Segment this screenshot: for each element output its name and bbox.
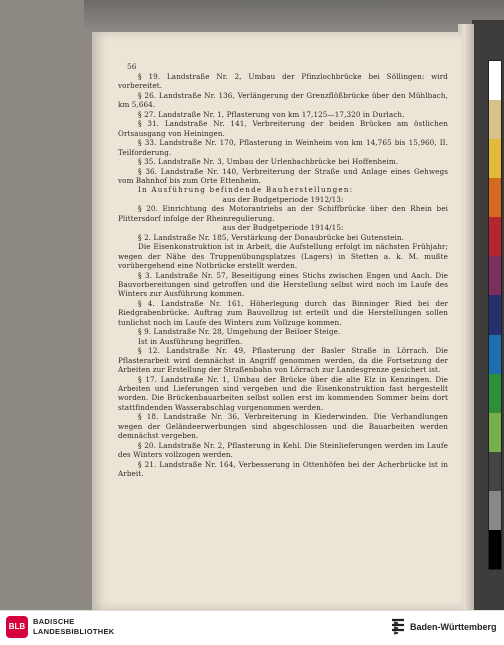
paragraph: § 4. Landstraße Nr. 161, Höherlegung durch das Binninger Ried bei der Riedgrabenbrücke. Auftrag zum Bauvollzug ist erteilt und die Herstellungen sollen tunlichst noch im Laufe des Winters zum Vollzuge kommen. [118, 298, 448, 327]
color-swatch [489, 452, 501, 491]
paragraph: § 19. Landstraße Nr. 2, Umbau der Pfinzlochbrücke bei Söllingen: wird vorbereitet. [118, 72, 448, 91]
state-crest-icon [390, 617, 406, 637]
library-name-line1: BADISCHE [33, 617, 75, 626]
color-swatch [489, 256, 501, 295]
color-swatch [489, 335, 501, 374]
state-name[interactable]: Baden-Württemberg [410, 622, 497, 632]
paragraph: aus der Budgetperiode 1914/15: [222, 223, 344, 233]
color-swatch [489, 530, 501, 569]
paragraph: § 27. Landstraße Nr. 1, Pflasterung von km 17,125—17,320 in Durlach. [138, 109, 405, 119]
color-swatch [489, 61, 501, 100]
color-swatch [489, 217, 501, 256]
paragraph: § 17. Landstraße Nr. 1, Umbau der Brücke über die alte Elz in Kenzingen. Die Arbeiten und Lieferungen sind vergeben und die Eisenkonstruktion fast hergestellt worden. Die Brückenbauarbeiten selbst sollen erst im kommenden Sommer beim dort stattfindenden Wasserabschlag vorgenommen werden. [118, 374, 448, 412]
page-text [118, 72, 448, 478]
paragraph: In Ausführung befindende Bauherstellungen: [138, 185, 354, 195]
color-swatch [489, 178, 501, 217]
paragraph: § 26. Landstraße Nr. 136, Verlängerung der Grenzflößbrücke über den Mühlbach, km 5,664. [118, 90, 448, 110]
paragraph: § 20. Einrichtung des Motorantriebs an der Schiffbrücke über den Rhein bei Plittersdorf infolge der Rheinregulierung. [118, 204, 448, 223]
paragraph: § 36. Landstraße Nr. 140, Verbreiterung der Straße und Anlage eines Gehwegs vom Bahnhof bis zum Orte Ettenheim. [118, 166, 448, 185]
color-swatch [489, 100, 501, 139]
paragraph: § 35. Landstraße Nr. 3, Umbau der Urlenbachbrücke bei Hoffenheim. [138, 157, 399, 167]
paragraph: § 31. Landstraße Nr. 141, Verbreiterung der beiden Brücken am östlichen Ortsausgang von Heiningen. [118, 119, 448, 138]
paragraph: § 20. Landstraße Nr. 2, Pflasterung in Kehl. Die Steinlieferungen werden im Laufe des Winters vollzogen werden. [118, 440, 448, 460]
paragraph: § 21. Landstraße Nr. 164, Verbesserung in Ottenhöfen bei der Acherbrücke ist in Arbeit. [118, 459, 448, 479]
paragraph: § 12. Landstraße Nr. 49, Pflasterung der Basler Straße in Lörrach. Die Pflasterarbeit wird demnächst in Angriff genommen werden, da die Fortsetzung der Arbeiten zur Erstellung der Straßenbahn von Lörrach zur Landesgrenze gesichert ist. [118, 346, 448, 375]
color-swatch [489, 491, 501, 530]
paragraph: § 3. Landstraße Nr. 57, Beseitigung eines Stichs zwischen Engen und Aach. Die Bauvorbereitungen sind getroffen und die Herstellung selbst wird noch im Laufe des Winters zur Ausführung kommen. [118, 270, 448, 299]
book-cover-top [84, 0, 504, 30]
paragraph: Ist in Ausführung begriffen. [138, 336, 243, 346]
color-swatch [489, 295, 501, 334]
color-swatch [489, 139, 501, 178]
paragraph: aus der Budgetperiode 1912/13: [222, 194, 344, 204]
blb-logo[interactable]: BLB [6, 616, 28, 638]
color-swatch [489, 413, 501, 452]
paragraph: Die Eisenkonstruktion ist in Arbeit, die Aufstellung erfolgt im nächsten Frühjahr; wegen der Nähe des Truppenübungsplatzes (Lagers) in Stetten a. k. M. mußte vorübergehend eine Notbrücke erstellt werden. [118, 242, 448, 271]
paragraph: § 33. Landstraße Nr. 170, Pflasterung in Weinheim von km 14,765 bis 15,960, II. Teilforderung. [118, 138, 448, 157]
paragraph: § 18. Landstraße Nr. 36, Verbreiterung in Kiederwinden. Die Verhandlungen wegen der Geländeerwerbungen sind abgeschlossen und die Bauarbeiten werden demnächst vergeben. [118, 412, 448, 441]
page-number: 56 [127, 62, 137, 71]
color-swatch [489, 374, 501, 413]
library-name-line2: LANDESBIBLIOTHEK [33, 627, 115, 636]
color-calibration-bar [488, 60, 502, 570]
paragraph: § 2. Landstraße Nr. 185, Verstärkung der Donaubrücke bei Gutenstein. [138, 232, 404, 242]
paragraph: § 9. Landstraße Nr. 28, Umgehung der Beiloer Steige. [138, 327, 341, 337]
library-name[interactable] [33, 617, 114, 637]
